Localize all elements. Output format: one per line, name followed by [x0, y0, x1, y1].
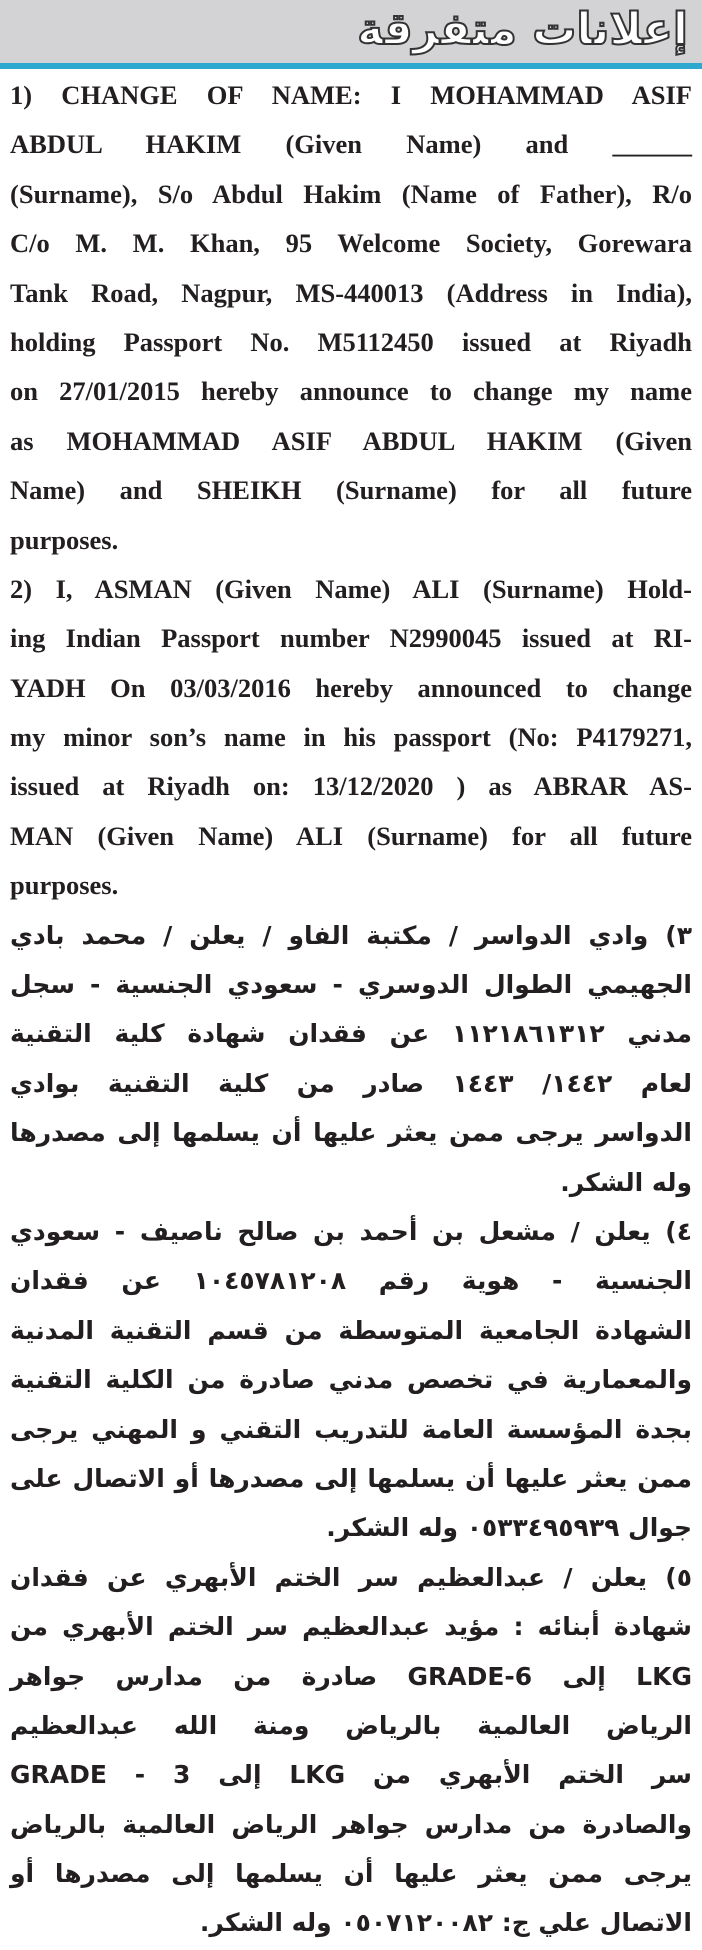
notice-line: purposes.: [10, 870, 119, 901]
notice-line: جوال ٠٥٣٣٤٩٥٩٣٩ وله الشكر.: [326, 1513, 692, 1543]
notice-line: الشهادة الجامعية المتوسطة من قسم التقنية المدنية: [10, 1315, 692, 1345]
notice-line: سر الختم الأبهري من LKG إلى 3 - GRADE: [10, 1760, 692, 1790]
notice-line: Name) and SHEIKH (Surname) for all future: [10, 475, 692, 506]
notice-line: my minor son’s name in his passport (No: P4179271,: [10, 722, 692, 753]
section-header: [0, 0, 702, 63]
notice-line: الرياض العالمية بالرياض ومنة الله عبدالعظيم: [10, 1710, 692, 1740]
notice-line: لعام ١٤٤٢/ ١٤٤٣ صادر من كلية التقنية بوادي: [10, 1068, 692, 1098]
notice-line: holding Passport No. M5112450 issued at Riyadh: [10, 326, 692, 357]
notice-line: ٣) وادي الدواسر / مكتبة الفاو / يعلن / محمد بادي: [10, 920, 692, 950]
notice-line: ABDUL HAKIM (Given Name) and ______: [10, 129, 692, 160]
notice-line: on 27/01/2015 hereby announce to change my name: [10, 376, 692, 407]
notice-line: MAN (Given Name) ALI (Surname) for all future: [10, 820, 692, 851]
notice-line: ing Indian Passport number N2990045 issued at RI-: [10, 623, 692, 654]
notice-line: C/o M. M. Khan, 95 Welcome Society, Gorewara: [10, 228, 692, 259]
notice-line: purposes.: [10, 524, 119, 555]
notice-4: [10, 1207, 692, 1553]
notice-line: ٤) يعلن / مشعل بن أحمد بن صالح ناصيف - سعودي: [10, 1216, 692, 1246]
notice-line: LKG إلى GRADE-6 صادرة من مدارس جواهر: [10, 1661, 692, 1691]
notice-line: ممن يعثر عليها أن يسلمها إلى مصدرها أو الاتصال على: [10, 1463, 692, 1493]
notice-line: الجنسية - هوية رقم ١٠٤٥٧٨١٢٠٨ عن فقدان: [10, 1266, 692, 1296]
notice-line: as MOHAMMAD ASIF ABDUL HAKIM (Given: [10, 425, 692, 456]
notice-line: وله الشكر.: [560, 1167, 692, 1197]
notice-3: [10, 911, 692, 1207]
notice-line: شهادة أبنائه : مؤيد عبدالعظيم سر الختم الأبهري من: [10, 1612, 692, 1642]
notice-line: الدواسر يرجى ممن يعثر عليها أن يسلمها إلى مصدرها: [10, 1118, 692, 1148]
notice-line: Tank Road, Nagpur, MS-440013 (Address in India),: [10, 277, 692, 308]
notice-2: [10, 565, 692, 911]
notice-line: ٥) يعلن / عبدالعظيم سر الختم الأبهري عن فقدان: [10, 1562, 692, 1592]
notice-1: [10, 71, 692, 565]
notice-line: يرجى ممن يعثر عليها أن يسلمها إلى مصدرها أو: [10, 1859, 692, 1889]
notice-line: 1) CHANGE OF NAME: I MOHAMMAD ASIF: [10, 80, 692, 110]
notice-line: بجدة المؤسسة العامة للتدريب التقني و المهني يرجى: [10, 1414, 692, 1444]
notice-5: [10, 1553, 692, 1948]
notice-line: الاتصال علي ج: ٠٥٠٧١٢٠٠٨٢ وله الشكر.: [199, 1908, 692, 1938]
notice-line: الجهيمي الطوال الدوسري - سعودي الجنسية - سجل: [10, 970, 692, 1000]
notice-line: YADH On 03/03/2016 hereby announced to change: [10, 672, 692, 703]
classified-notices: [0, 69, 702, 1948]
section-title: إعلانات متفرقة: [357, 4, 688, 55]
notice-line: issued at Riyadh on: 13/12/2020 ) as ABRAR AS-: [10, 771, 692, 802]
notice-line: 2) I, ASMAN (Given Name) ALI (Surname) Hold-: [10, 573, 692, 604]
notice-line: والمعمارية في تخصص مدني صادرة من الكلية التقنية: [10, 1365, 692, 1395]
notice-line: (Surname), S/o Abdul Hakim (Name of Father), R/o: [10, 178, 692, 209]
notice-line: والصادرة من مدارس جواهر الرياض العالمية بالرياض: [10, 1809, 692, 1839]
notice-line: مدني ١١٢١٨٦١٣١٢ عن فقدان شهادة كلية التقنية: [10, 1019, 692, 1049]
